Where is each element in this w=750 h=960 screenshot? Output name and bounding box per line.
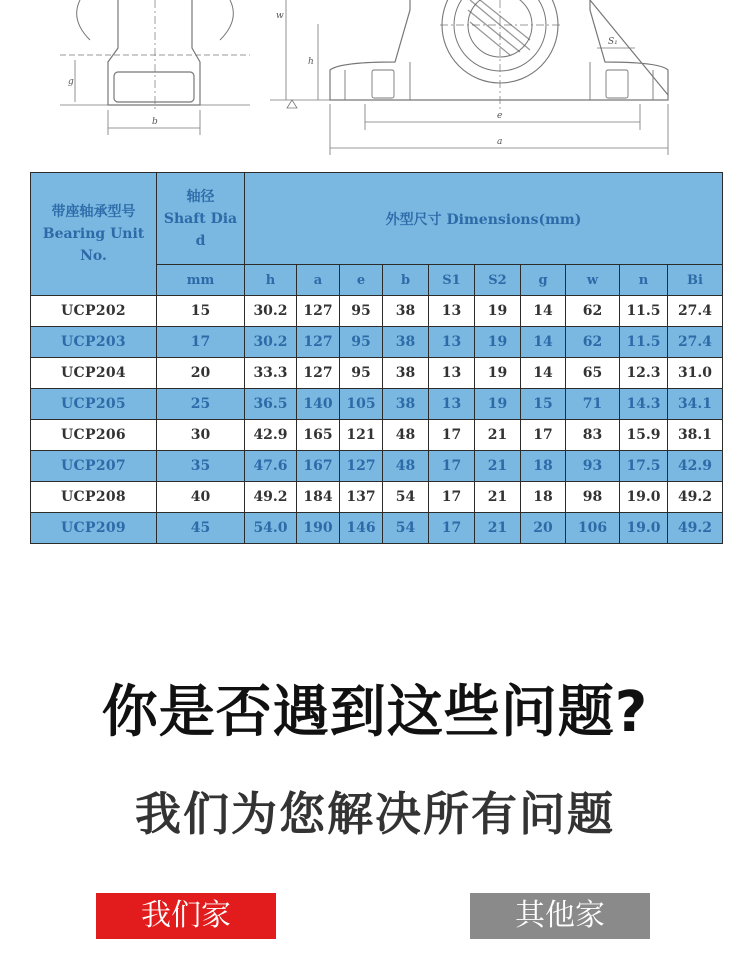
dimension-cell: 27.4: [668, 327, 723, 358]
column-header: e: [340, 265, 383, 296]
dimension-cell: 13: [429, 327, 475, 358]
dimension-cell: 105: [340, 389, 383, 420]
dimension-cell: 106: [566, 513, 620, 544]
dimension-cell: 49.2: [668, 513, 723, 544]
dimension-cell: 127: [340, 451, 383, 482]
column-header: a: [297, 265, 340, 296]
model-cell: UCP203: [31, 327, 157, 358]
dimension-cell: 19: [475, 389, 521, 420]
dimension-cell: 93: [566, 451, 620, 482]
shaft-dia-cell: 30: [157, 420, 245, 451]
model-cell: UCP205: [31, 389, 157, 420]
dim-a-label: a: [497, 137, 503, 147]
dim-b-label: b: [152, 117, 158, 127]
dimension-cell: 17: [429, 451, 475, 482]
model-header-zh: 带座轴承型号: [51, 204, 136, 220]
shaft-dia-cell: 17: [157, 327, 245, 358]
dimension-cell: 127: [297, 358, 340, 389]
model-cell: UCP207: [31, 451, 157, 482]
dimension-cell: 17: [521, 420, 566, 451]
table-row: [31, 296, 723, 327]
dimension-cell: 42.9: [245, 420, 297, 451]
dim-e-label: e: [497, 111, 503, 121]
dimension-cell: 15: [521, 389, 566, 420]
model-cell: UCP209: [31, 513, 157, 544]
dimension-cell: 65: [566, 358, 620, 389]
dim-h-label: h: [308, 57, 314, 67]
bearing-drawing-svg: [0, 0, 750, 170]
dimension-cell: 54.0: [245, 513, 297, 544]
side-view-foot: [114, 72, 194, 102]
dimension-cell: 167: [297, 451, 340, 482]
column-header: w: [566, 265, 620, 296]
dimension-cell: 38: [383, 389, 429, 420]
dimension-cell: 19.0: [620, 513, 668, 544]
dimension-cell: 146: [340, 513, 383, 544]
dimension-cell: 48: [383, 451, 429, 482]
dimension-cell: 30.2: [245, 327, 297, 358]
front-view-outline: [330, 0, 668, 95]
dimension-cell: 127: [297, 296, 340, 327]
dimension-cell: 14: [521, 296, 566, 327]
dimension-cell: 18: [521, 451, 566, 482]
dimension-cell: 15.9: [620, 420, 668, 451]
shaft-header-zh: 轴径: [186, 188, 215, 205]
column-header: S1: [429, 265, 475, 296]
model-header-no: No.: [80, 248, 107, 264]
dimension-cell: 21: [475, 513, 521, 544]
dimension-cell: 83: [566, 420, 620, 451]
dim-s1-label: S₁: [608, 37, 618, 47]
dimension-cell: 13: [429, 296, 475, 327]
dimension-cell: 13: [429, 358, 475, 389]
model-cell: UCP208: [31, 482, 157, 513]
shaft-header-d: d: [195, 232, 206, 249]
dimension-cell: 62: [566, 327, 620, 358]
side-view-outline: [108, 0, 200, 105]
dimension-cell: 38.1: [668, 420, 723, 451]
table-row: [31, 513, 723, 544]
bearing-spec-table: [30, 172, 723, 544]
dimension-cell: 47.6: [245, 451, 297, 482]
technical-drawing: [0, 0, 750, 170]
dimension-cell: 54: [383, 482, 429, 513]
shaft-dia-cell: 15: [157, 296, 245, 327]
shaft-unit-cell: mm: [157, 265, 245, 296]
column-header: S2: [475, 265, 521, 296]
shaft-header-cell: [157, 173, 245, 265]
dimension-cell: 17: [429, 482, 475, 513]
dimension-cell: 21: [475, 482, 521, 513]
dimension-cell: 95: [340, 296, 383, 327]
shaft-dia-cell: 25: [157, 389, 245, 420]
dimension-cell: 34.1: [668, 389, 723, 420]
column-header: n: [620, 265, 668, 296]
dimensions-header: 外型尺寸 Dimensions(mm): [245, 173, 723, 265]
dimension-cell: 121: [340, 420, 383, 451]
dimension-cell: 137: [340, 482, 383, 513]
dim-g-label: g: [68, 77, 74, 87]
dimension-cell: 42.9: [668, 451, 723, 482]
dimension-cell: 54: [383, 513, 429, 544]
dimension-cell: 14.3: [620, 389, 668, 420]
dimension-cell: 190: [297, 513, 340, 544]
table-row: [31, 389, 723, 420]
model-cell: UCP202: [31, 296, 157, 327]
dimension-cell: 62: [566, 296, 620, 327]
dimension-cell: 95: [340, 327, 383, 358]
dimension-cell: 184: [297, 482, 340, 513]
dimension-cell: 20: [521, 513, 566, 544]
column-header: Bi: [668, 265, 723, 296]
table-row: [31, 482, 723, 513]
shaft-dia-cell: 45: [157, 513, 245, 544]
model-cell: UCP206: [31, 420, 157, 451]
dimension-cell: 21: [475, 420, 521, 451]
table-row: [31, 327, 723, 358]
subline: 我们为您解决所有问题: [135, 787, 615, 841]
table-row: [31, 358, 723, 389]
column-header: g: [521, 265, 566, 296]
dimension-cell: 49.2: [245, 482, 297, 513]
dimension-cell: 17: [429, 420, 475, 451]
dimension-cell: 19: [475, 358, 521, 389]
dimension-cell: 36.5: [245, 389, 297, 420]
dimension-cell: 140: [297, 389, 340, 420]
dimension-cell: 38: [383, 296, 429, 327]
shaft-header-en: Shaft Dia: [163, 210, 238, 227]
shaft-dia-cell: 20: [157, 358, 245, 389]
table-row: [31, 451, 723, 482]
dimension-cell: 19.0: [620, 482, 668, 513]
dim-w-label: w: [276, 11, 284, 21]
dimension-cell: 27.4: [668, 296, 723, 327]
dimension-cell: 38: [383, 358, 429, 389]
dimension-cell: 38: [383, 327, 429, 358]
others-tag: 其他家: [470, 893, 650, 939]
dimension-cell: 17.5: [620, 451, 668, 482]
dimension-cell: 12.3: [620, 358, 668, 389]
model-header-en: Bearing Unit: [42, 226, 145, 242]
dimension-cell: 14: [521, 358, 566, 389]
dimension-cell: 165: [297, 420, 340, 451]
dimension-cell: 49.2: [668, 482, 723, 513]
shaft-dia-cell: 35: [157, 451, 245, 482]
table-row: [31, 420, 723, 451]
dimension-cell: 14: [521, 327, 566, 358]
dimension-cell: 13: [429, 389, 475, 420]
dimension-cell: 127: [297, 327, 340, 358]
dimension-cell: 11.5: [620, 327, 668, 358]
dimension-cell: 18: [521, 482, 566, 513]
dimension-cell: 48: [383, 420, 429, 451]
dimension-cell: 21: [475, 451, 521, 482]
ours-tag: 我们家: [96, 893, 276, 939]
dimension-cell: 19: [475, 327, 521, 358]
headline: 你是否遇到这些问题?: [101, 680, 649, 745]
dimension-cell: 95: [340, 358, 383, 389]
dimension-cell: 98: [566, 482, 620, 513]
dimension-cell: 33.3: [245, 358, 297, 389]
dimension-cell: 17: [429, 513, 475, 544]
dimension-cell: 19: [475, 296, 521, 327]
column-header: h: [245, 265, 297, 296]
column-header: b: [383, 265, 429, 296]
dimension-cell: 11.5: [620, 296, 668, 327]
dimension-cell: 71: [566, 389, 620, 420]
dimension-cell: 31.0: [668, 358, 723, 389]
dimension-cell: 30.2: [245, 296, 297, 327]
model-header-cell: [31, 173, 157, 296]
model-cell: UCP204: [31, 358, 157, 389]
shaft-dia-cell: 40: [157, 482, 245, 513]
